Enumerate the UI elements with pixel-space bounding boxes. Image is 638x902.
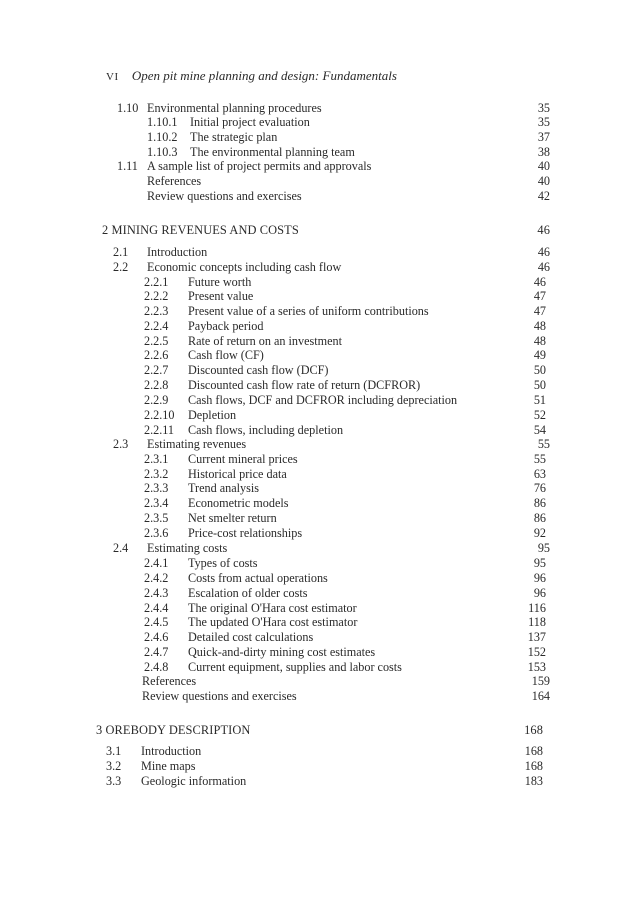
toc-section-number: 2.3: [113, 437, 129, 451]
toc-section-number: 1.10.1: [147, 115, 178, 129]
toc-page-number: 86: [533, 511, 546, 525]
toc-page-number: 47: [533, 289, 546, 303]
toc-section-title: The environmental planning team: [190, 145, 355, 159]
toc-section-number: 2.4.6: [144, 630, 169, 644]
toc-section-title: Mine maps: [141, 759, 196, 773]
toc-chapter-title: 2 MINING REVENUES AND COSTS: [102, 223, 299, 237]
toc-section-title: Present value: [188, 289, 254, 303]
toc-section-number: 2.4.2: [144, 571, 169, 585]
toc-section-number: 2.2.3: [144, 304, 169, 318]
toc-section-number: 3.1: [106, 744, 122, 758]
toc-section-title: Estimating costs: [147, 541, 228, 555]
toc-entry: [0, 145, 638, 160]
page-number: VI: [106, 71, 119, 83]
toc-page-number: 168: [524, 744, 543, 758]
toc-page-number: 76: [533, 481, 546, 495]
toc-page-number: 50: [533, 378, 546, 392]
toc-section-title: Current mineral prices: [188, 452, 298, 466]
toc-section-title: Econometric models: [188, 496, 289, 510]
toc-section-title: Detailed cost calculations: [188, 630, 314, 644]
toc-entry: [0, 674, 638, 689]
toc-entry: [0, 101, 638, 116]
toc-section-title: Environmental planning procedures: [147, 101, 322, 115]
toc-section-title: Cash flow (CF): [188, 348, 264, 362]
toc-section-title: Trend analysis: [188, 481, 259, 495]
toc-entry: [0, 496, 638, 511]
toc-page-number: 152: [527, 645, 546, 659]
toc-page-number: 159: [531, 674, 550, 688]
toc-entry: [0, 774, 638, 789]
toc-section-number: 2.2.6: [144, 348, 169, 362]
toc-entry: [0, 571, 638, 586]
toc-section-title: Review questions and exercises: [147, 189, 302, 203]
toc-page-number: 54: [533, 423, 546, 437]
toc-entry: [0, 174, 638, 189]
toc-entry: [0, 645, 638, 660]
toc-section-number: 2.3.2: [144, 467, 169, 481]
toc-page-number: 46: [537, 260, 550, 274]
toc-section-number: 2.2.5: [144, 334, 169, 348]
toc-section-title: Present value of a series of uniform contributions: [188, 304, 429, 318]
toc-page-number: 46: [537, 223, 550, 237]
toc-entry: [0, 556, 638, 571]
toc-section-title: Initial project evaluation: [190, 115, 310, 129]
toc-section-title: Escalation of older costs: [188, 586, 308, 600]
toc-entry: [0, 481, 638, 496]
toc-section-number: 2.2.1: [144, 275, 169, 289]
toc-entry: [0, 159, 638, 174]
toc-page-number: 118: [528, 615, 546, 629]
toc-page-number: 96: [533, 586, 546, 600]
toc-section-number: 2.3.6: [144, 526, 169, 540]
toc-section-title: The updated O'Hara cost estimator: [188, 615, 358, 629]
toc-section-title: Geologic information: [141, 774, 247, 788]
toc-page-number: 164: [531, 689, 550, 703]
toc-page-number: 95: [537, 541, 550, 555]
toc-section-number: 2.4.3: [144, 586, 169, 600]
toc-entry: [0, 408, 638, 423]
toc-section-title: A sample list of project permits and approvals: [147, 159, 372, 173]
toc-section-number: 2.4.4: [144, 601, 169, 615]
toc-section-title: Current equipment, supplies and labor costs: [188, 660, 402, 674]
toc-page-number: 92: [533, 526, 546, 540]
toc-entry: [0, 319, 638, 334]
toc-page-number: 38: [537, 145, 550, 159]
toc-section-number: 3.3: [106, 774, 122, 788]
toc-page-number: 52: [533, 408, 546, 422]
toc-page-number: 50: [533, 363, 546, 377]
toc-entry: [0, 275, 638, 290]
toc-section-number: 2.2.9: [144, 393, 169, 407]
toc-entry: [0, 260, 638, 275]
toc-page-number: 49: [533, 348, 546, 362]
toc-entry: [0, 759, 638, 774]
toc-section-title: Introduction: [147, 245, 208, 259]
toc-section-number: 2.2.8: [144, 378, 169, 392]
toc-section-title: Historical price data: [188, 467, 287, 481]
toc-section-title: Payback period: [188, 319, 264, 333]
toc-entry: [0, 630, 638, 645]
toc-page-number: 48: [533, 319, 546, 333]
toc-page-number: 46: [533, 275, 546, 289]
toc-chapter-title: 3 OREBODY DESCRIPTION: [96, 723, 251, 737]
toc-section-number: 2.1: [113, 245, 129, 259]
toc-section-title: Quick-and-dirty mining cost estimates: [188, 645, 376, 659]
toc-page-number: 168: [524, 759, 543, 773]
toc-section-title: Review questions and exercises: [142, 689, 297, 703]
toc-page-number: 55: [533, 452, 546, 466]
toc-section-number: 2.4.8: [144, 660, 169, 674]
toc-section-number: 2.2.2: [144, 289, 169, 303]
toc-entry: [0, 689, 638, 704]
toc-section-number: 1.10.2: [147, 130, 178, 144]
toc-section-number: 2.4.5: [144, 615, 169, 629]
toc-section-number: 2.2.7: [144, 363, 169, 377]
toc-entry: [0, 363, 638, 378]
toc-section-title: Depletion: [188, 408, 237, 422]
toc-section-title: Types of costs: [188, 556, 258, 570]
running-header: [106, 68, 397, 84]
toc-page-number: 168: [524, 723, 543, 737]
toc-page-number: 35: [537, 101, 550, 115]
toc-page-number: 86: [533, 496, 546, 510]
toc-section-number: 2.3.5: [144, 511, 169, 525]
toc-section-title: Future worth: [188, 275, 252, 289]
toc-chapter-entry: [0, 223, 638, 238]
toc-entry: [0, 526, 638, 541]
toc-page-number: 40: [537, 174, 550, 188]
toc-section-title: Introduction: [141, 744, 202, 758]
toc-section-title: References: [142, 674, 197, 688]
toc-section-number: 1.10: [117, 101, 139, 115]
toc-section-title: Estimating revenues: [147, 437, 247, 451]
toc-entry: [0, 586, 638, 601]
toc-page-number: 96: [533, 571, 546, 585]
toc-entry: [0, 437, 638, 452]
toc-page-number: 37: [537, 130, 550, 144]
toc-entry: [0, 511, 638, 526]
toc-section-title: The strategic plan: [190, 130, 278, 144]
toc-entry: [0, 304, 638, 319]
toc-section-title: Cash flows, including depletion: [188, 423, 344, 437]
toc-section-title: Price-cost relationships: [188, 526, 303, 540]
toc-entry: [0, 334, 638, 349]
toc-page-number: 95: [533, 556, 546, 570]
toc-section-title: Economic concepts including cash flow: [147, 260, 342, 274]
toc-section-title: Discounted cash flow (DCF): [188, 363, 329, 377]
toc-section-title: Cash flows, DCF and DCFROR including depreciation: [188, 393, 458, 407]
toc-page-number: 51: [533, 393, 546, 407]
toc-entry: [0, 393, 638, 408]
toc-section-number: 2.4.1: [144, 556, 169, 570]
toc-page-number: 35: [537, 115, 550, 129]
toc-page-number: 153: [527, 660, 546, 674]
toc-page-number: 42: [537, 189, 550, 203]
toc-section-number: 2.2.11: [144, 423, 175, 437]
toc-page-number: 47: [533, 304, 546, 318]
toc-entry: [0, 245, 638, 260]
toc-page-number: 55: [537, 437, 550, 451]
toc-page-number: 137: [527, 630, 546, 644]
toc-page-number: 46: [537, 245, 550, 259]
toc-section-number: 2.2.4: [144, 319, 169, 333]
toc-section-number: 2.2.10: [144, 408, 175, 422]
toc-entry: [0, 189, 638, 204]
toc-entry: [0, 601, 638, 616]
toc-page-number: 116: [528, 601, 546, 615]
toc-entry: [0, 467, 638, 482]
toc-entry: [0, 115, 638, 130]
toc-entry: [0, 615, 638, 630]
toc-entry: [0, 744, 638, 759]
toc-page-number: 183: [524, 774, 543, 788]
toc-entry: [0, 130, 638, 145]
toc-section-number: 2.4: [113, 541, 129, 555]
toc-entry: [0, 378, 638, 393]
toc-section-number: 3.2: [106, 759, 122, 773]
toc-chapter-entry: [0, 723, 638, 738]
toc-entry: [0, 348, 638, 363]
toc-entry: [0, 423, 638, 438]
running-title: Open pit mine planning and design: Fundamentals: [131, 68, 397, 83]
toc-page-number: 48: [533, 334, 546, 348]
toc-section-title: Rate of return on an investment: [188, 334, 342, 348]
toc-section-title: References: [147, 174, 202, 188]
toc-section-number: 1.11: [117, 159, 138, 173]
toc-page-number: 63: [533, 467, 546, 481]
toc-section-number: 2.2: [113, 260, 129, 274]
toc-section-number: 2.3.1: [144, 452, 169, 466]
toc-entry: [0, 289, 638, 304]
toc-section-number: 2.3.4: [144, 496, 169, 510]
toc-page-number: 40: [537, 159, 550, 173]
toc-section-title: Net smelter return: [188, 511, 277, 525]
toc-entry: [0, 452, 638, 467]
toc-entry: [0, 541, 638, 556]
toc-section-title: The original O'Hara cost estimator: [188, 601, 357, 615]
toc-section-title: Costs from actual operations: [188, 571, 328, 585]
toc-section-title: Discounted cash flow rate of return (DCFROR): [188, 378, 421, 392]
toc-section-number: 2.4.7: [144, 645, 169, 659]
toc-section-number: 1.10.3: [147, 145, 178, 159]
toc-entry: [0, 660, 638, 675]
toc-section-number: 2.3.3: [144, 481, 169, 495]
